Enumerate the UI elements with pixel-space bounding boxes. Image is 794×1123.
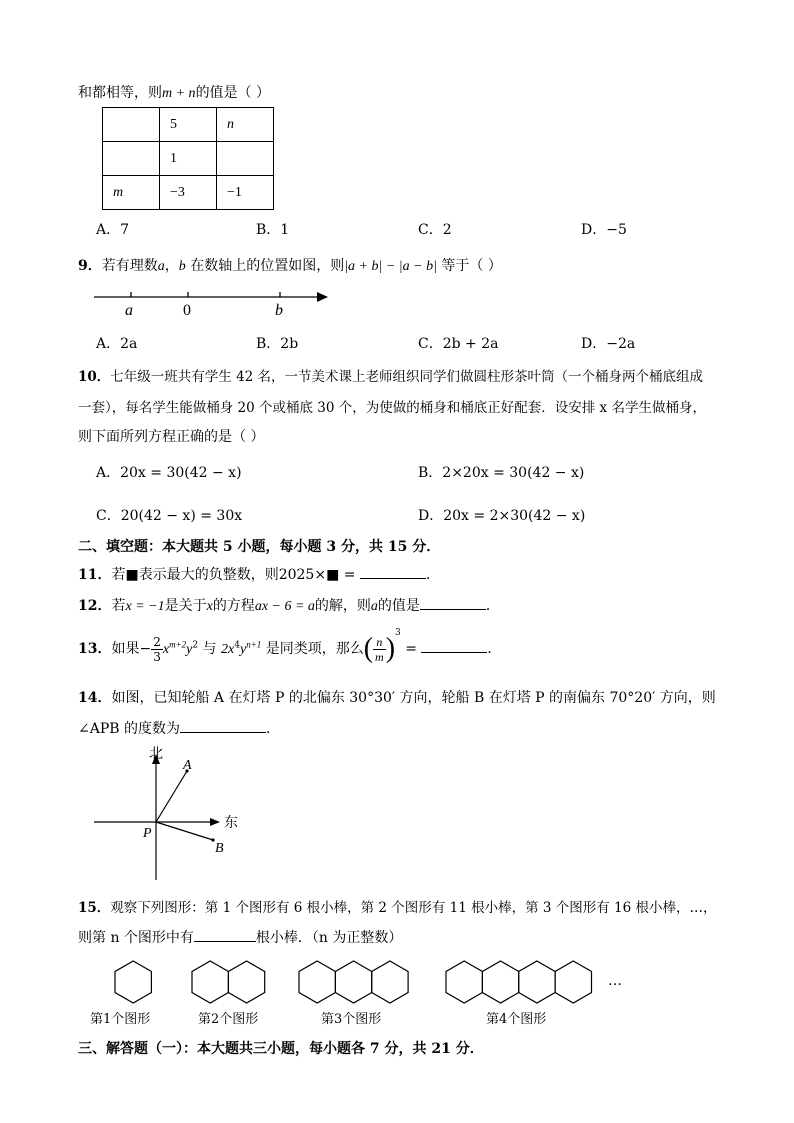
q10-line3: 则下面所列方程正确的是（ ）	[78, 429, 265, 445]
q10-option-b: B．2×20x = 30(42 − x)	[418, 465, 585, 481]
hexagon	[482, 961, 518, 1003]
q10-option-a: A．20x = 30(42 − x)	[96, 465, 242, 481]
q9-option-d: D．−2a	[581, 336, 636, 352]
north-label: 北	[149, 746, 163, 762]
section-3-heading: 三、解答题（一）：本大题共三小题，每小题各 7 分，共 21 分．	[78, 1041, 484, 1057]
q12: 12．若x = −1是关于x的方程ax − 6 = a的解，则a的值是 ．	[78, 598, 500, 614]
axis-label-0: 0	[183, 302, 191, 319]
point-a-label: A	[183, 758, 192, 773]
hexagon	[446, 961, 482, 1003]
point-p-label: P	[143, 826, 152, 841]
q8-stem: 和都相等，则m + n的值是（ ）	[78, 85, 271, 101]
hexagon	[555, 961, 591, 1003]
q8-option-a: A．7	[96, 222, 130, 238]
answer-blank[interactable]	[194, 941, 256, 942]
grid-cell	[103, 142, 160, 176]
grid-cell	[103, 108, 160, 142]
q15-line1: 15．观察下列图形：第 1 个图形有 6 根小棒，第 2 个图形有 11 根小棒，第 3 个图形有 16 根小棒，…，	[78, 900, 717, 916]
caption-figure-2: 第2个图形	[198, 1012, 259, 1027]
answer-blank[interactable]	[180, 732, 266, 733]
q9-option-c: C．2b + 2a	[418, 336, 499, 352]
fraction-n-over-m: $\frac{n}{m}$	[375, 634, 384, 664]
grid-cell: m	[103, 176, 160, 210]
compass-diagram	[90, 742, 250, 884]
q10-line2: 一套），每名学生能做桶身 20 个或桶底 30 个，为使做的桶身和桶底正好配套．设安排 x 名学生做桶身，	[78, 400, 706, 416]
caption-figure-1: 第1个图形	[90, 1012, 151, 1027]
q9-option-a: A．2a	[96, 336, 138, 352]
q14-line1: 14．如图，已知轮船 A 在灯塔 P 的北偏东 30°30′ 方向，轮船 B 在灯塔 P 的南偏东 70°20′ 方向，则	[78, 690, 716, 706]
q15-line2: 则第 n 个图形中有 根小棒．（n 为正整数）	[78, 930, 403, 946]
q8-grid	[102, 107, 274, 210]
hexagon	[519, 961, 555, 1003]
grid-cell: n	[217, 108, 274, 142]
east-label: 东	[224, 815, 238, 831]
number-line	[90, 285, 340, 325]
grid-cell: −3	[160, 176, 217, 210]
grid-cell	[217, 142, 274, 176]
caption-figure-3: 第3个图形	[321, 1012, 382, 1027]
hexagon	[335, 961, 371, 1003]
q11: 11．若■表示最大的负整数，则2025×■ = ．	[78, 567, 440, 583]
q9-stem: 9．若有理数a，b 在数轴上的位置如图，则|a + b| − |a − b| 等于（ ）	[78, 258, 502, 274]
answer-blank[interactable]	[360, 578, 426, 579]
q14-line2: ∠APB 的度数为 ．	[78, 721, 280, 737]
q8-option-d: D．−5	[581, 222, 627, 238]
q13: 13．如果− $\frac{2}{3}$ $x^{m+2}y^2$ 与 $2x^4y^{n+1}$ 是同类项，那么( $\frac{n}{m}$ )$^3$ = ．	[78, 628, 502, 664]
ellipsis: …	[608, 973, 622, 989]
axis-label-a: a	[125, 302, 133, 319]
section-2-heading: 二、填空题：本大题共 5 小题，每小题 3 分，共 15 分．	[78, 539, 441, 555]
hexagon	[192, 961, 228, 1003]
answer-blank[interactable]	[421, 652, 487, 653]
q8-option-c: C．2	[418, 222, 452, 238]
q10-option-d: D．20x = 2×30(42 − x)	[418, 508, 586, 524]
grid-cell: 5	[160, 108, 217, 142]
q10-option-c: C．20(42 − x) = 30x	[96, 508, 243, 524]
grid-cell: −1	[217, 176, 274, 210]
axis-label-b: b	[275, 302, 283, 319]
hexagon	[115, 961, 151, 1003]
hexagon	[228, 961, 264, 1003]
hexagon	[299, 961, 335, 1003]
hexagon-pattern-figures	[88, 955, 648, 1035]
hexagon	[372, 961, 408, 1003]
grid-cell: 1	[160, 142, 217, 176]
point-b-label: B	[215, 841, 224, 856]
caption-figure-4: 第4个图形	[486, 1012, 547, 1027]
fraction-two-thirds: $\frac{2}{3}$	[153, 634, 161, 664]
q10-line1: 10．七年级一班共有学生 42 名，一节美术课上老师组织同学们做圆柱形茶叶筒（一个桶身两个桶底组成	[78, 369, 704, 385]
q8-option-b: B．1	[256, 222, 290, 238]
answer-blank[interactable]	[420, 609, 486, 610]
q9-option-b: B．2b	[256, 336, 299, 352]
